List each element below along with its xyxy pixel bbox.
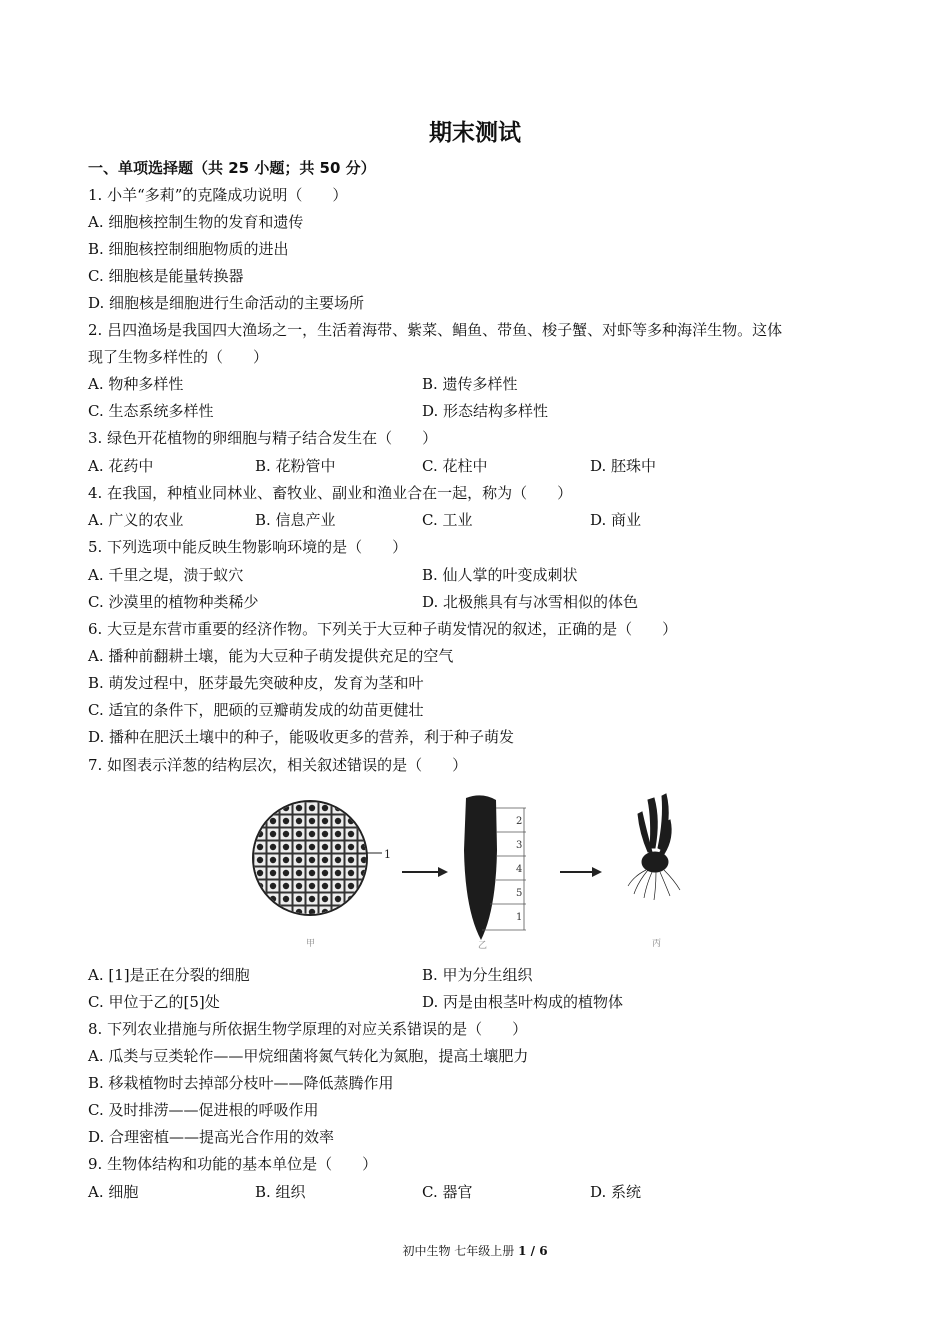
cell-nucleus	[309, 831, 315, 837]
q7-option-a: A. [1]是正在分裂的细胞	[88, 966, 250, 984]
cell-nucleus	[257, 844, 263, 850]
cell-nucleus	[348, 831, 354, 837]
cell-nucleus	[296, 831, 302, 837]
q4-option-c: C. 工业	[422, 511, 473, 529]
cell	[358, 893, 370, 905]
cell-nucleus	[296, 870, 302, 876]
q6-stem: 6. 大豆是东营市重要的经济作物。下列关于大豆种子萌发情况的叙述，正确的是（ ）	[88, 620, 678, 638]
footer-text: 初中生物 七年级上册	[402, 1244, 515, 1258]
q4-stem: 4. 在我国，种植业同林业、畜牧业、副业和渔业合在一起，称为（ ）	[88, 484, 573, 502]
cell-nucleus	[309, 805, 315, 811]
cell-nucleus	[296, 805, 302, 811]
page-title: 期末测试	[429, 120, 521, 146]
cell-nucleus	[335, 870, 341, 876]
q1-option-b: B. 细胞核控制细胞物质的进出	[88, 240, 289, 258]
cell-nucleus	[322, 844, 328, 850]
cell	[254, 906, 266, 918]
q9-option-d: D. 系统	[590, 1183, 642, 1201]
cell-nucleus	[296, 818, 302, 824]
cell-nucleus	[335, 896, 341, 902]
cell-nucleus	[270, 870, 276, 876]
cell-nucleus	[257, 909, 263, 915]
q5-option-c: C. 沙漠里的植物种类稀少	[88, 593, 259, 611]
tick-label: 3	[516, 840, 523, 851]
q9-stem: 9. 生物体结构和功能的基本单位是（ ）	[88, 1155, 378, 1173]
q1-option-d: D. 细胞核是细胞进行生命活动的主要场所	[88, 294, 365, 312]
section-heading: 一、单项选择题（共 25 小题；共 50 分）	[88, 159, 376, 177]
cell-nucleus	[283, 857, 289, 863]
cell	[254, 893, 266, 905]
q9-option-c: C. 器官	[422, 1183, 473, 1201]
q3-option-c: C. 花柱中	[422, 457, 488, 475]
cell-nucleus	[335, 857, 341, 863]
tick-label: 2	[516, 816, 523, 827]
q2-stem-line2: 现了生物多样性的（ ）	[88, 348, 269, 366]
q7-stem: 7. 如图表示洋葱的结构层次，相关叙述错误的是（ ）	[88, 756, 468, 774]
cell-nucleus	[296, 883, 302, 889]
cell-nucleus	[309, 870, 315, 876]
cell-nucleus	[309, 844, 315, 850]
cell-nucleus	[348, 909, 354, 915]
cell-nucleus	[309, 818, 315, 824]
q2-stem-line1: 2. 吕四渔场是我国四大渔场之一，生活着海带、紫菜、鲳鱼、带鱼、梭子蟹、对虾等多种海洋生物。这体	[88, 321, 783, 339]
cell-nucleus	[322, 896, 328, 902]
cell-nucleus	[270, 857, 276, 863]
figure-caption-yi: 乙	[478, 941, 488, 950]
cell-nucleus	[348, 857, 354, 863]
q4-option-a: A. 广义的农业	[88, 511, 184, 529]
q7-option-c: C. 甲位于乙的[5]处	[88, 993, 220, 1011]
cell-nucleus	[296, 844, 302, 850]
q3-option-a: A. 花药中	[88, 457, 154, 475]
cell-nucleus	[283, 831, 289, 837]
q2-option-a: A. 物种多样性	[88, 375, 184, 393]
tick-label: 1	[516, 912, 523, 923]
q4-option-d: D. 商业	[590, 511, 642, 529]
q5-option-d: D. 北极熊具有与冰雪相似的体色	[422, 593, 639, 611]
cell-nucleus	[348, 870, 354, 876]
q9-option-a: A. 细胞	[88, 1183, 139, 1201]
q8-stem: 8. 下列农业措施与所依据生物学原理的对应关系错误的是（ ）	[88, 1020, 528, 1038]
label-1: 1	[384, 848, 391, 861]
q2-option-c: C. 生态系统多样性	[88, 402, 214, 420]
q3-option-b: B. 花粉管中	[255, 457, 336, 475]
page-number: 1 / 6	[518, 1244, 548, 1258]
cell	[345, 802, 357, 814]
q3-option-d: D. 胚珠中	[590, 457, 657, 475]
cell-nucleus	[309, 857, 315, 863]
cell-nucleus	[335, 844, 341, 850]
arrow-right-icon	[402, 867, 448, 877]
q7-option-b: B. 甲为分生组织	[422, 966, 533, 984]
cell-nucleus	[322, 831, 328, 837]
tick-label: 4	[516, 864, 523, 875]
cell-nucleus	[270, 909, 276, 915]
cell-nucleus	[322, 818, 328, 824]
figure-caption-jia: 甲	[306, 939, 316, 949]
cell-nucleus	[309, 883, 315, 889]
cell-nucleus	[361, 805, 367, 811]
q1-option-c: C. 细胞核是能量转换器	[88, 267, 244, 285]
cell	[254, 802, 266, 814]
cell-nucleus	[361, 896, 367, 902]
cell-nucleus	[296, 896, 302, 902]
q1-option-a: A. 细胞核控制生物的发育和遗传	[88, 213, 304, 231]
cell-nucleus	[361, 818, 367, 824]
cell-nucleus	[270, 883, 276, 889]
onion-structure-figure	[250, 790, 690, 950]
q2-option-b: B. 遗传多样性	[422, 375, 518, 393]
tick-label: 5	[516, 888, 523, 899]
q8-option-b: B. 移栽植物时去掉部分枝叶——降低蒸腾作用	[88, 1074, 394, 1092]
cell-nucleus	[283, 818, 289, 824]
cell-nucleus	[257, 896, 263, 902]
q4-option-b: B. 信息产业	[255, 511, 336, 529]
cell-nucleus	[348, 844, 354, 850]
q5-option-a: A. 千里之堤，溃于蚁穴	[88, 566, 244, 584]
cell	[358, 906, 370, 918]
cell-nucleus	[335, 831, 341, 837]
cell-nucleus	[348, 883, 354, 889]
cell-nucleus	[257, 857, 263, 863]
cell	[358, 802, 370, 814]
q3-stem: 3. 绿色开花植物的卵细胞与精子结合发生在（ ）	[88, 429, 438, 447]
cell-nucleus	[270, 844, 276, 850]
q8-option-c: C. 及时排涝——促进根的呼吸作用	[88, 1101, 319, 1119]
cell	[267, 906, 279, 918]
q5-stem: 5. 下列选项中能反映生物影响环境的是（ ）	[88, 538, 408, 556]
arrow-right-icon	[560, 867, 602, 877]
cell-nucleus	[283, 883, 289, 889]
q6-option-c: C. 适宜的条件下，肥硕的豆瓣萌发成的幼苗更健壮	[88, 701, 424, 719]
cell-nucleus	[270, 805, 276, 811]
onion-plant-diagram	[628, 794, 680, 900]
q9-option-b: B. 组织	[255, 1183, 306, 1201]
cell-nucleus	[283, 896, 289, 902]
q6-option-d: D. 播种在肥沃土壤中的种子，能吸收更多的营养，利于种子萌发	[88, 728, 515, 746]
cell-nucleus	[283, 844, 289, 850]
cell-nucleus	[322, 883, 328, 889]
cell-nucleus	[322, 870, 328, 876]
q5-option-b: B. 仙人掌的叶变成刺状	[422, 566, 578, 584]
cell-tissue-diagram	[253, 801, 391, 918]
cell-nucleus	[322, 857, 328, 863]
cell-nucleus	[257, 818, 263, 824]
cell-nucleus	[335, 883, 341, 889]
root-tip-diagram	[464, 795, 526, 940]
q8-option-a: A. 瓜类与豆类轮作——甲烷细菌将氮气转化为氮胞，提高土壤肥力	[88, 1047, 529, 1065]
q7-option-d: D. 丙是由根茎叶构成的植物体	[422, 993, 624, 1011]
cell-nucleus	[335, 818, 341, 824]
cell-nucleus	[296, 857, 302, 863]
figure-caption-bing: 丙	[652, 939, 662, 949]
q1-stem: 1. 小羊“多莉”的克隆成功说明（ ）	[88, 186, 348, 204]
q6-option-b: B. 萌发过程中，胚芽最先突破种皮，发育为茎和叶	[88, 674, 424, 692]
q2-option-d: D. 形态结构多样性	[422, 402, 549, 420]
cell-nucleus	[361, 909, 367, 915]
cell-nucleus	[270, 831, 276, 837]
cell-nucleus	[270, 818, 276, 824]
cell-nucleus	[348, 805, 354, 811]
cell	[358, 815, 370, 827]
cell-nucleus	[257, 805, 263, 811]
q8-option-d: D. 合理密植——提高光合作用的效率	[88, 1128, 335, 1146]
q6-option-a: A. 播种前翻耕土壤，能为大豆种子萌发提供充足的空气	[88, 647, 454, 665]
cell-nucleus	[257, 870, 263, 876]
cell	[345, 906, 357, 918]
cell-nucleus	[309, 896, 315, 902]
cell-nucleus	[322, 805, 328, 811]
cell-nucleus	[283, 870, 289, 876]
page-footer	[0, 1242, 950, 1259]
